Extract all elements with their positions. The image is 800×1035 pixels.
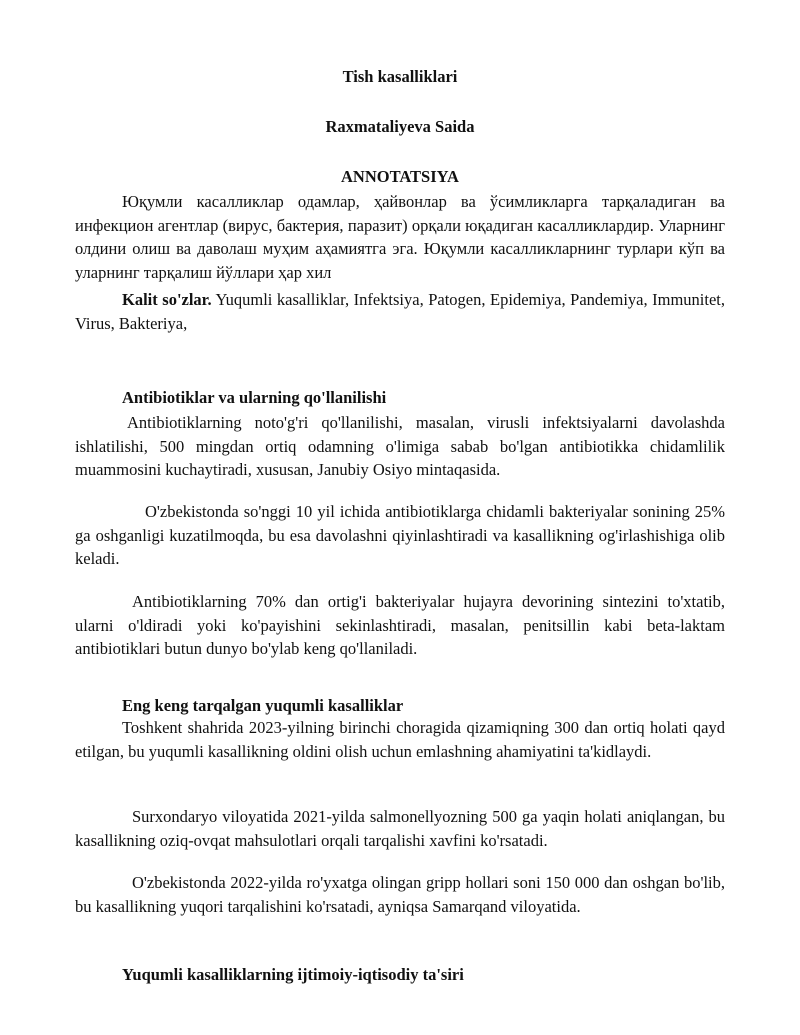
author-name: Raxmataliyeva Saida bbox=[325, 117, 475, 136]
keywords-text: Yuqumli kasalliklar, Infektsiya, Patogen, Epidemiya, Pandemiya, Immunitet, Virus, Bakteriya, bbox=[75, 290, 725, 333]
section-paragraph: O'zbekistonda so'nggi 10 yil ichida antibiotiklarga chidamli bakteriyalar sonining 25% ga oshganligi kuzatilmoqda, bu esa davolashni qiyinlashtiradi va kasallikning og'irlashishiga olib keladi. bbox=[75, 502, 725, 568]
section-heading-socioeconomic: Yuqumli kasalliklarning ijtimoiy-iqtisodiy ta'siri bbox=[122, 965, 464, 984]
annotation-text: Юқумли касалликлар одамлар, ҳайвонлар ва ўсимликларга тарқаладиган ва инфекцион агентлар (вирус, бактерия, паразит) орқали юқадиган касалликлардир. Уларнинг олдини олиш ва даволаш муҳим аҳамиятга эга. Юқумли касалликларнинг турлари кўп ва уларнинг тарқалиш йўллари ҳар хил bbox=[75, 192, 725, 282]
section-paragraph: Toshkent shahrida 2023-yilning birinchi choragida qizamiqning 300 dan ortiq holati qayd etilgan, bu yuqumli kasallikning oldini olish uchun emlashning ahamiyatini ta'kidlaydi. bbox=[75, 718, 725, 761]
keywords-paragraph bbox=[75, 288, 725, 335]
section-paragraph: O'zbekistonda 2022-yilda ro'yxatga olingan gripp hollari soni 150 000 dan oshgan bo'lib, bu kasallikning yuqori tarqalishini ko'rsatadi, ayniqsa Samarqand viloyatida. bbox=[75, 873, 725, 916]
keywords-label: Kalit so'zlar. bbox=[122, 290, 212, 309]
section-paragraph: Antibiotiklarning 70% dan ortig'i bakteriyalar hujayra devorining sintezini to'xtatib, ularni o'ldiradi yoki ko'payishini sekinlashtiradi, masalan, penitsillin kabi beta-laktam antibiotiklari butun dunyo bo'ylab keng qo'llaniladi. bbox=[75, 592, 725, 658]
section-heading-infections: Eng keng tarqalgan yuqumli kasalliklar bbox=[122, 696, 404, 715]
section-paragraph: Surxondaryo viloyatida 2021-yilda salmonellyozning 500 ga yaqin holati aniqlangan, bu kasallikning oziq-ovqat mahsulotlari orqali tarqalishi xavfini ko'rsatadi. bbox=[75, 807, 725, 850]
annotation-heading: ANNOTATSIYA bbox=[341, 167, 459, 186]
section-heading-antibiotics: Antibiotiklar va ularning qo'llanilishi bbox=[122, 388, 387, 407]
section-paragraph: Antibiotiklarning noto'g'ri qo'llanilishi, masalan, virusli infektsiyalarni davolashda ishlatilishi, 500 mingdan ortiq odamning o'limiga sabab bo'lgan antibiotikka chidamlilik muammosini kuchaytiradi, xususan, Janubiy Osiyo mintaqasida. bbox=[75, 413, 725, 479]
document-title: Tish kasalliklari bbox=[342, 67, 458, 86]
